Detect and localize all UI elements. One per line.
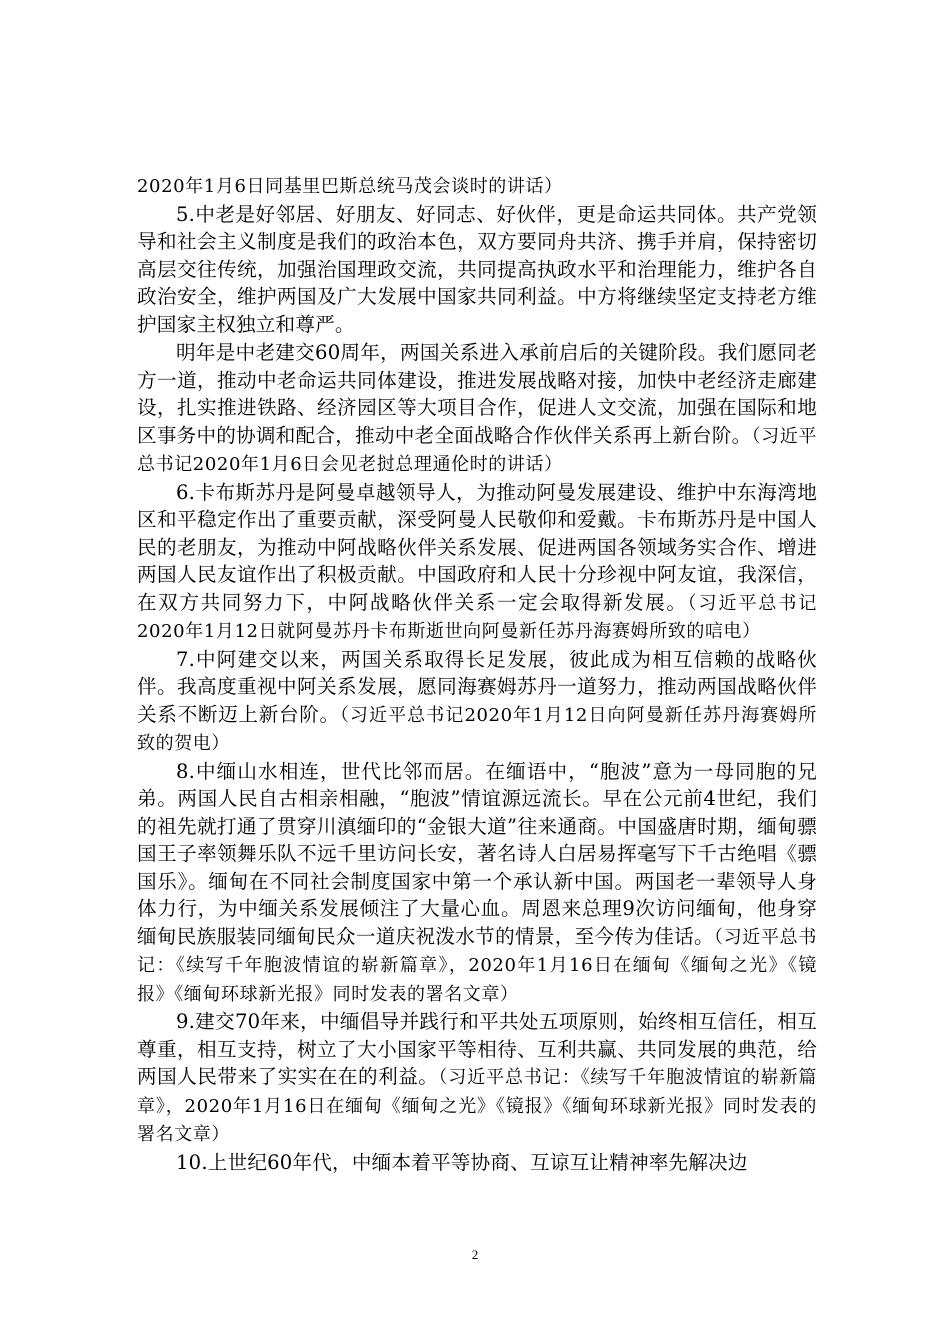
paragraph-6-text: 8.中缅山水相连，世代比邻而居。在缅语中，“胞波”意为一母同胞的兄弟。两国人民自古相亲相融，“胞波”情谊源远流长。早在公元前4世纪，我们的祖先就打通了贯穿川滇缅印的“金银大道”往来通商。中国盛唐时期，缅甸骠国王子率领舞乐队不远千里访问长安，著名诗人白居易挥毫写下千古绝唱《骠国乐》。缅甸在不同社会制度国家中第一个承认新中国。两国老一辈领导人身体力行，为中缅关系发展倾注了大量心血。周恩来总理9次访问缅甸，他身穿缅甸民族服装同缅甸民众一道庆祝泼水节的情景，至今传为佳话。: [137, 759, 817, 948]
paragraph-7: [137, 1008, 817, 1149]
paragraph-5: [137, 646, 817, 758]
paragraph-1-source: 2020年1月6日同基里巴斯总统马茂会谈时的讲话）: [137, 176, 563, 197]
paragraph-3-text: 明年是中老建交60周年，两国关系进入承前启后的关键阶段。我们愿同老方一道，推动中老命运共同体建设，推进发展战略对接，加快中老经济走廊建设，扎实推进铁路、经济园区等大项目合作，促进人文交流，加强在国际和地区事务中的协调和配合，推动中老全面战略合作伙伴关系再上新台阶。: [137, 341, 817, 447]
page-number: 2: [471, 1247, 479, 1262]
paragraph-7-text: 9.建交70年来，中缅倡导并践行和平共处五项原则，始终相互信任，相互尊重，相互支持，树立了大小国家平等相待、互利共赢、共同发展的典范，给两国人民带来了实实在在的利益。: [137, 1010, 817, 1088]
paragraph-5-source: （习近平总书记2020年1月12日向阿曼新任苏丹海赛姆所致的贺电）: [137, 704, 818, 754]
document-body: [137, 172, 817, 1177]
paragraph-8-text: 10.上世纪60年代，中缅本着平等协商、互谅互让精神率先解决边: [176, 1150, 748, 1174]
paragraph-5-text: 7.中阿建交以来，两国关系取得长足发展，彼此成为相互信赖的战略伙伴。我高度重视中阿关系发展，愿同海赛姆苏丹一道努力，推动两国战略伙伴关系不断迈上新台阶。: [137, 647, 817, 726]
paragraph-4: [137, 479, 817, 646]
paragraph-2: [137, 201, 817, 340]
paragraph-6: [137, 758, 817, 1009]
paragraph-3: [137, 339, 817, 479]
paragraph-2-text: 5.中老是好邻居、好朋友、好同志、好伙伴，更是命运共同体。共产党领导和社会主义制度是我们的政治本色，双方要同舟共济、携手并肩，保持密切高层交往传统，加强治国理政交流，共同提高执政水平和治理能力，维护各自政治安全，维护两国及广大发展中国家共同利益。中方将继续坚定支持老方维护国家主权独立和尊严。: [137, 202, 817, 336]
paragraph-8: [137, 1149, 817, 1178]
paragraph-1: [137, 172, 817, 201]
paragraph-3-source: （习近平总书记2020年1月6日会见老挝总理通伦时的讲话）: [137, 425, 818, 475]
paragraph-4-source: （习近平总书记2020年1月12日就阿曼苏丹卡布斯逝世向阿曼新任苏丹海赛姆所致的唁电）: [137, 592, 817, 642]
paragraph-7-source: （习近平总书记：《续写千年胞波情谊的崭新篇章》，2020年1月16日在缅甸《缅甸之光》《镜报》《缅甸环球新光报》同时发表的署名文章）: [137, 1067, 817, 1145]
paragraph-6-source: （习近平总书记：《续写千年胞波情谊的崭新篇章》，2020年1月16日在缅甸《缅甸之光》《镜报》《缅甸环球新光报》同时发表的署名文章）: [137, 926, 817, 1005]
paragraph-4-text: 6.卡布斯苏丹是阿曼卓越领导人，为推动阿曼发展建设、维护中东海湾地区和平稳定作出了重要贡献，深受阿曼人民敬仰和爱戴。卡布斯苏丹是中国人民的老朋友，为推动中阿战略伙伴关系发展、促进两国各领域务实合作、增进两国人民友谊作出了积极贡献。中国政府和人民十分珍视中阿友谊，我深信，在双方共同努力下，中阿战略伙伴关系一定会取得新发展。: [137, 480, 817, 614]
